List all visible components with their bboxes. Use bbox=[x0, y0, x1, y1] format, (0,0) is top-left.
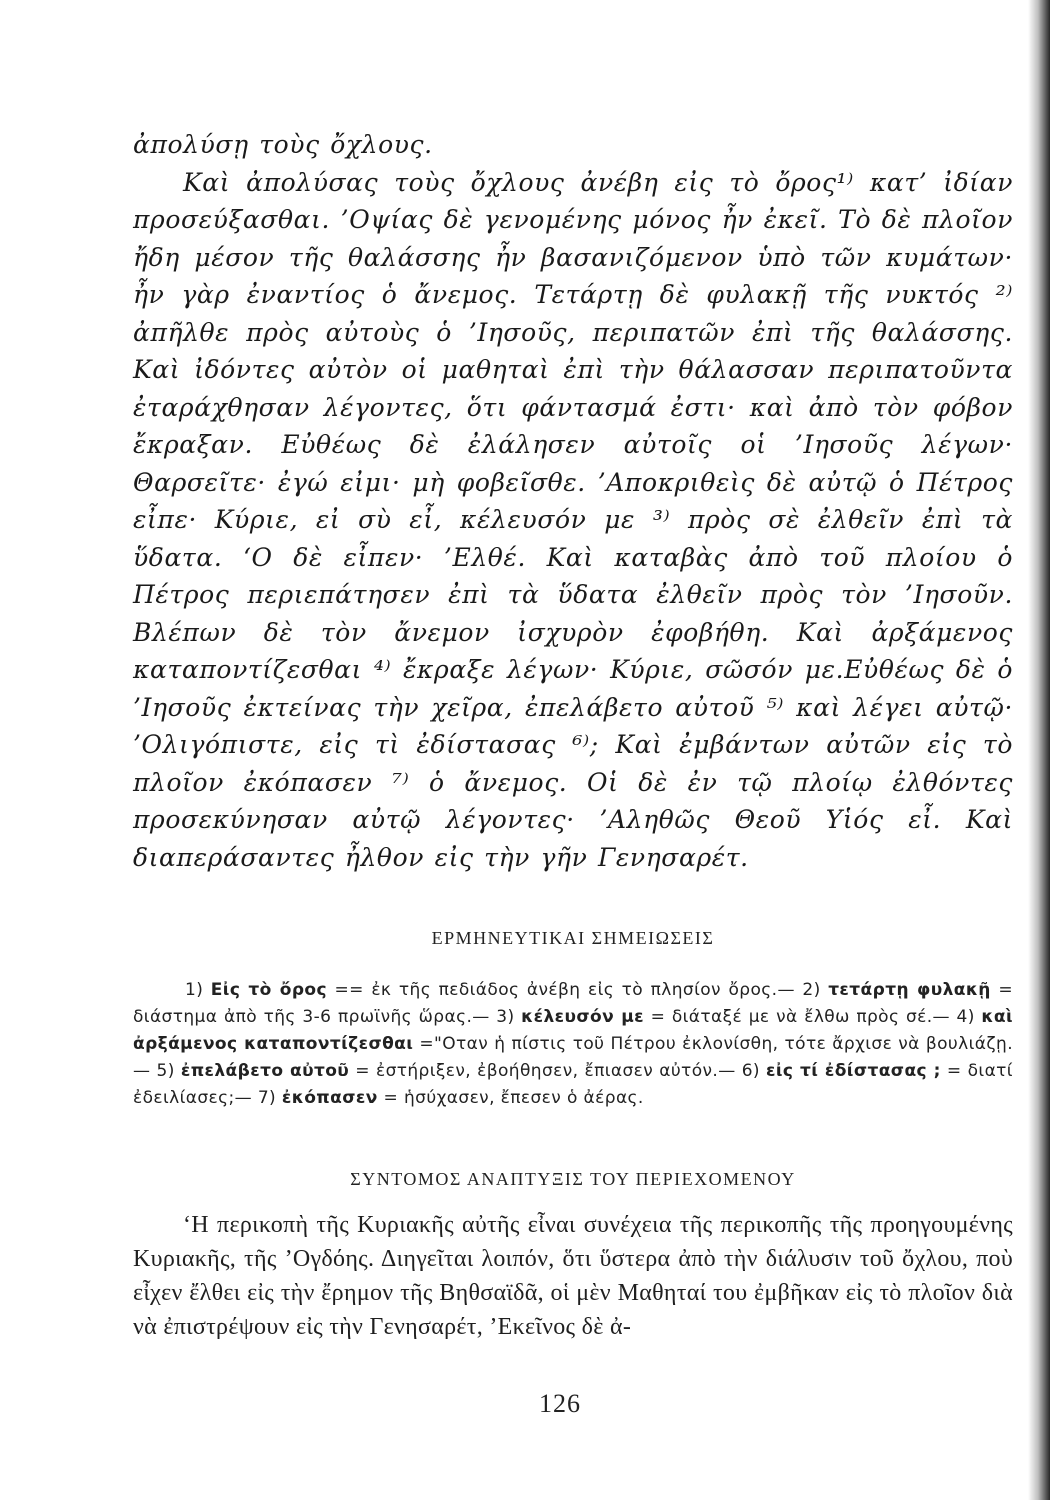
note-separator: = bbox=[349, 1061, 376, 1081]
note-entry bbox=[258, 1088, 644, 1108]
note-entry bbox=[156, 1061, 741, 1081]
explanatory-notes bbox=[133, 977, 1013, 1112]
note-text: ἐστήριξεν, ἐβοήθησεν, ἔπιασεν αὐτόν.— bbox=[375, 1061, 742, 1081]
note-text: ἐκ τῆς πεδιάδος ἀνέβη εἰς τὸ πλησίον ὄρος.— bbox=[371, 980, 803, 1000]
note-number: 4) bbox=[956, 1007, 975, 1027]
note-separator: = bbox=[940, 1061, 968, 1081]
note-text: "Οταν ἡ πίστις τοῦ Πέτρου ἐκλονίσθη, τότε ἄρχισε νὰ βουλιάζῃ.— bbox=[133, 1034, 1013, 1081]
note-term: κέλευσόν με bbox=[521, 1007, 644, 1027]
page-edge-shadow bbox=[1028, 0, 1050, 1500]
main-text bbox=[133, 126, 1013, 876]
notes-body bbox=[133, 977, 1013, 1112]
note-number: 6) bbox=[741, 1061, 760, 1081]
notes-heading: ΕΡΜΗΝΕΥΤΙΚΑΙ ΣΗΜΕΙΩΣΕΙΣ bbox=[431, 928, 715, 948]
note-separator: = bbox=[643, 1007, 672, 1027]
note-entry bbox=[496, 1007, 956, 1027]
note-text: διάταξέ με νὰ ἔλθω πρὸς σέ.— bbox=[671, 1007, 957, 1027]
note-separator: = bbox=[377, 1088, 404, 1108]
summary-heading: ΣΥΝΤΟΜΟΣ ΑΝΑΠΤΥΞΙΣ ΤΟΥ ΠΕΡΙΕΧΟΜΕΝΟΥ bbox=[350, 1169, 796, 1189]
note-term: εἰς τί ἐδίστασας ; bbox=[766, 1061, 941, 1081]
note-number: 2) bbox=[802, 980, 821, 1000]
note-number: 5) bbox=[156, 1061, 175, 1081]
note-number: 7) bbox=[257, 1088, 277, 1108]
summary-paragraph: ‘Η περικοπὴ τῆς Κυριακῆς αὐτῆς εἶναι συνέχεια τῆς περικοπῆς τῆς προηγουμένης Κυριακῆς, τῆς ’Ογδόης. Διηγεῖται λοιπόν, ὅτι ὕστερα ἀπὸ τὴν διάλυσιν τοῦ ὄχλου, ποὺ εἶχεν ἔλθει εἰς τὴν ἔρημον τῆς Βηθσαϊδᾶ, οἱ μὲν Μαθηταί του ἐμβῆκαν εἰς τὸ πλοῖον διὰ νὰ ἐπιστρέψουν εἰς τὴν Γενησαρέτ, ’Εκεῖνος δὲ ἀ- bbox=[133, 1212, 1013, 1340]
note-term: τετάρτῃ φυλακῇ bbox=[828, 980, 991, 1000]
note-number: 3) bbox=[496, 1007, 515, 1027]
summary bbox=[133, 1208, 1013, 1344]
note-separator: = bbox=[990, 980, 1013, 1000]
note-entry bbox=[185, 980, 802, 1000]
note-separator: = bbox=[413, 1034, 435, 1054]
main-paragraph-1: ἀπολύσῃ τοὺς ὄχλους. bbox=[133, 130, 433, 159]
note-text: διατί ἐδειλίασες;— bbox=[133, 1061, 1013, 1108]
note-term: Εἰς τὸ ὄρος bbox=[210, 980, 327, 1000]
note-text: ἡσύχασεν, ἔπεσεν ὁ ἀέρας. bbox=[404, 1088, 644, 1108]
main-paragraph-2: Καὶ ἀπολύσας τοὺς ὄχλους ἀνέβη εἰς τὸ ὄρος¹⁾ κατ’ ἰδίαν προσεύξασθαι. ’Οψίας δὲ γενομένης μόνος ἦν ἐκεῖ. Τὸ δὲ πλοῖον ἤδη μέσον τῆς θαλάσσης ἦν βασανιζόμενον ὑπὸ τῶν κυμάτων· ἦν γὰρ ἐναντίος ὁ ἄνεμος. Τετάρτῃ δὲ φυλακῇ τῆς νυκτός ²⁾ ἀπῆλθε πρὸς αὐτοὺς ὁ ’Ιησοῦς, περιπατῶν ἐπὶ τῆς θαλάσσης. Καὶ ἰδόντες αὐτὸν οἱ μαθηταὶ ἐπὶ τὴν θάλασσαν περιπατοῦντα ἐταράχθησαν λέγοντες, ὅτι φάντασμά ἐστι· καὶ ἀπὸ τὸν φόβον ἔκραξαν. Εὐθέως δὲ ἐλάλησεν αὐτοῖς οἱ ’Ιησοῦς λέγων· Θαρσεῖτε· ἐγώ εἰμι· μὴ φοβεῖσθε. ’Αποκριθεὶς δὲ αὐτῷ ὁ Πέτρος εἶπε· Κύριε, εἰ σὺ εἶ, κέλευσόν με ³⁾ πρὸς σὲ ἐλθεῖν ἐπὶ τὰ ὕδατα. ‘Ο δὲ εἶπεν· ’Ελθέ. Καὶ καταβὰς ἀπὸ τοῦ πλοίου ὁ Πέτρος περιεπάτησεν ἐπὶ τὰ ὕδατα ἐλθεῖν πρὸς τὸν ’Ιησοῦν. Βλέπων δὲ τὸν ἄνεμον ἰσχυρὸν ἐφοβήθη. Καὶ ἀρξάμενος καταποντίζεσθαι ⁴⁾ ἔκραξε λέγων· Κύριε, σῶσόν με.Εὐθέως δὲ ὁ ’Ιησοῦς ἐκτείνας τὴν χεῖρα, ἐπελάβετο αὐτοῦ ⁵⁾ καὶ λέγει αὐτῷ· ’Ολιγόπιστε, εἰς τὶ ἐδίστασας ⁶⁾; Καὶ ἐμβάντων αὐτῶν εἰς τὸ πλοῖον ἐκόπασεν ⁷⁾ ὁ ἄνεμος. Οἱ δὲ ἐν τῷ πλοίῳ ἐλθόντες προσεκύνησαν αὐτῷ λέγοντες· ’Αληθῶς Θεοῦ Υἱός εἶ. Καὶ διαπεράσαντες ἦλθον εἰς τὴν γῆν Γενησαρέτ. bbox=[133, 167, 1013, 872]
note-text: διάστημα ἀπὸ τῆς 3-6 πρωϊνῆς ὥρας.— bbox=[133, 1007, 497, 1027]
page-number: 126 bbox=[539, 1389, 581, 1418]
note-term: ἐπελάβετο αὐτοῦ bbox=[180, 1061, 350, 1081]
note-separator: == bbox=[326, 980, 372, 1000]
note-term: ἐκόπασεν bbox=[281, 1088, 378, 1108]
note-term: καὶ ἀρξάμενος καταποντίζεσθαι bbox=[133, 1007, 1013, 1054]
note-number: 1) bbox=[185, 980, 204, 1000]
